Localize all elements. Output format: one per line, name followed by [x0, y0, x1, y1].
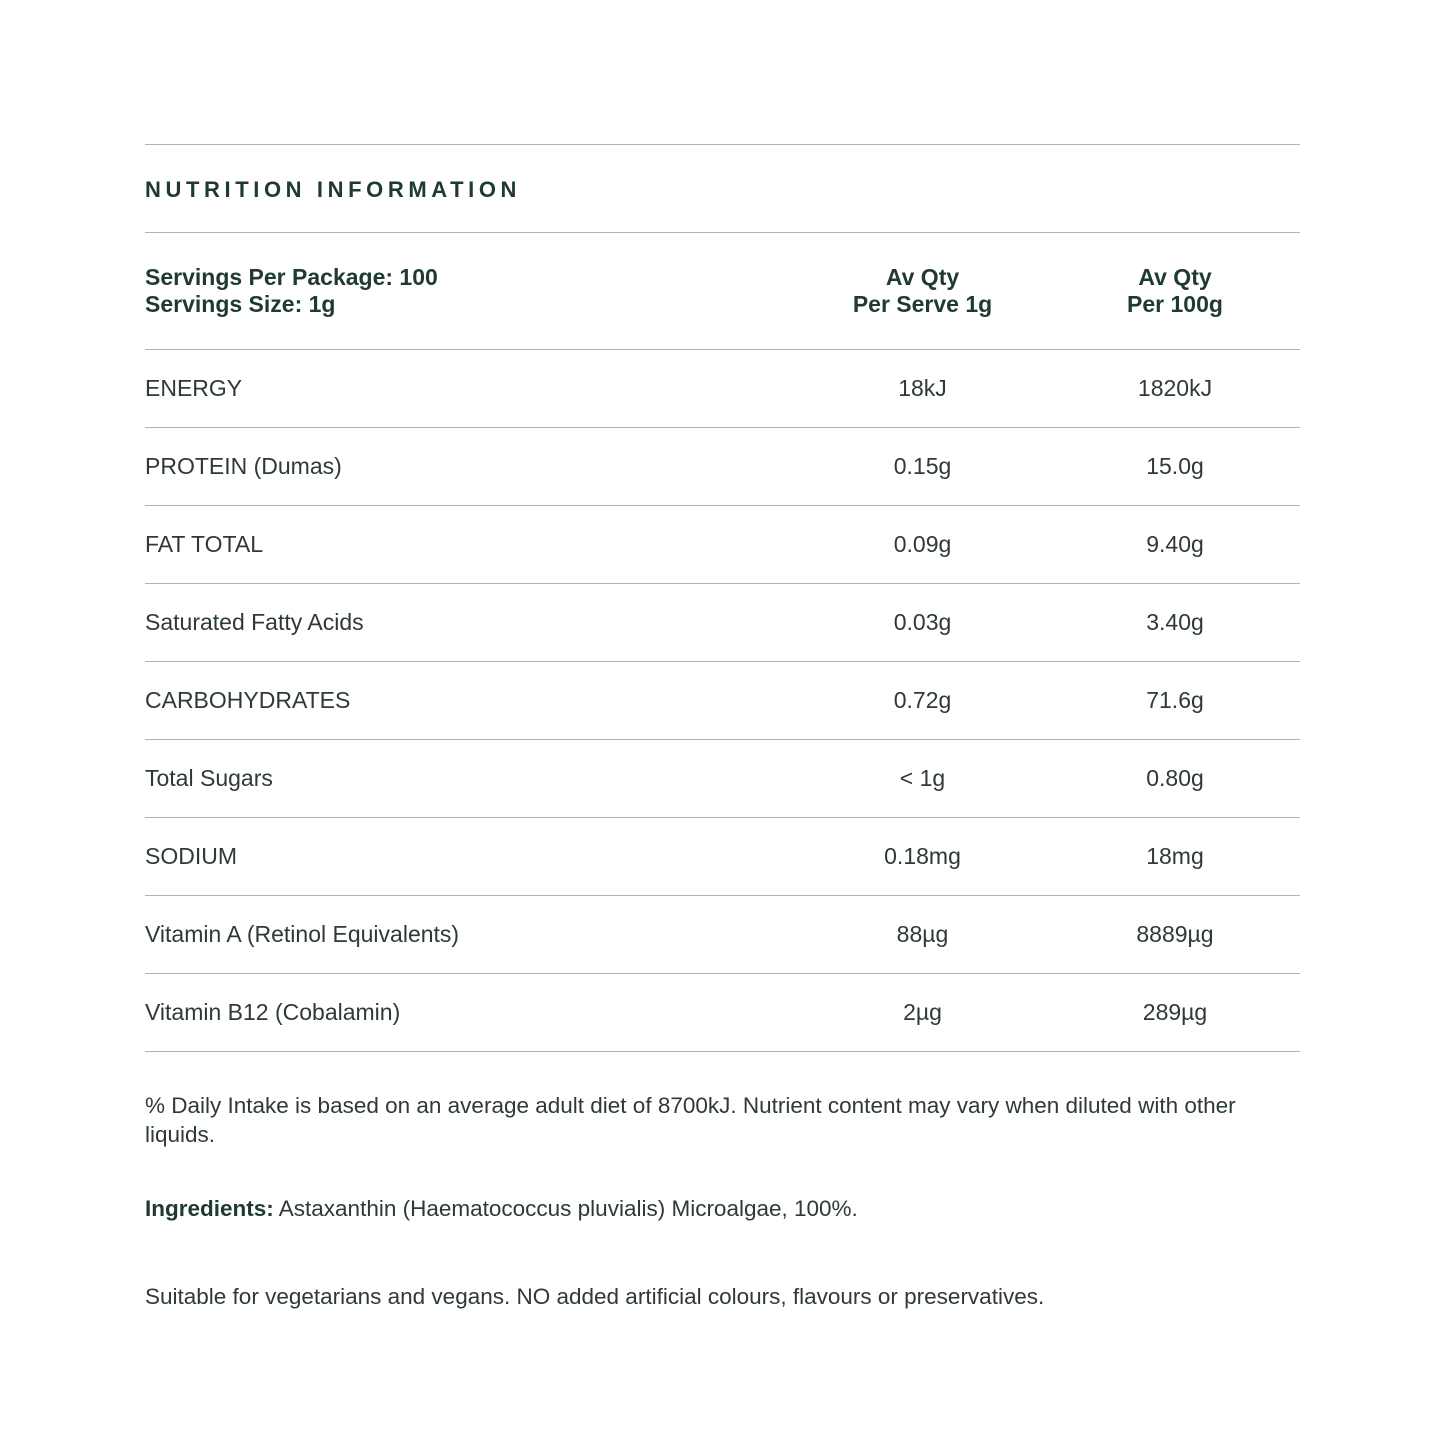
nutrient-label: Total Sugars	[145, 765, 273, 791]
per-100g-value: 0.80g	[1146, 765, 1204, 791]
nutrient-label: Vitamin B12 (Cobalamin)	[145, 999, 401, 1025]
per-serve-value: 18kJ	[898, 375, 947, 401]
nutrient-label: CARBOHYDRATES	[145, 687, 351, 713]
table-row	[145, 818, 1300, 895]
nutrient-label: Saturated Fatty Acids	[145, 609, 364, 635]
column-header-per-serve-line2: Per Serve 1g	[852, 291, 993, 317]
serving-size: Servings Size: 1g	[145, 291, 336, 317]
table-header	[145, 233, 1300, 349]
table-row	[145, 350, 1300, 427]
ingredients-note	[145, 1194, 1295, 1223]
table-row	[145, 506, 1300, 583]
ingredients-label: Ingredients:	[145, 1196, 274, 1221]
daily-intake-note: % Daily Intake is based on an average adult diet of 8700kJ. Nutrient content may vary when diluted with other liquids.	[145, 1093, 1236, 1147]
column-header-per-100g	[1050, 264, 1300, 318]
table-row	[145, 428, 1300, 505]
table-row	[145, 584, 1300, 661]
per-serve-value: 0.18mg	[884, 843, 961, 869]
per-serve-value: 0.15g	[893, 453, 952, 479]
nutrition-panel	[145, 144, 1300, 1052]
table-row	[145, 896, 1300, 973]
per-100g-value: 289µg	[1142, 999, 1208, 1025]
column-header-per-serve	[795, 264, 1050, 318]
per-serve-value: 88µg	[896, 921, 949, 947]
per-100g-value: 9.40g	[1146, 531, 1204, 557]
bottom-divider	[145, 1051, 1300, 1052]
title-row	[145, 145, 1300, 232]
per-serve-value: 0.03g	[893, 609, 952, 635]
nutrient-label: PROTEIN (Dumas)	[145, 453, 342, 479]
per-100g-value: 15.0g	[1146, 453, 1204, 479]
nutrition-rows	[145, 350, 1300, 1052]
column-header-per-100g-line2: Per 100g	[1127, 291, 1223, 317]
panel-title: NUTRITION INFORMATION	[145, 176, 522, 202]
nutrient-label: SODIUM	[145, 843, 237, 869]
per-serve-value: < 1g	[899, 765, 946, 791]
per-100g-value: 1820kJ	[1137, 375, 1213, 401]
suitability-note: Suitable for vegetarians and vegans. NO added artificial colours, flavours or preservatives.	[145, 1284, 1045, 1309]
per-serve-value: 2µg	[903, 999, 942, 1025]
per-100g-value: 3.40g	[1146, 609, 1204, 635]
nutrient-label: ENERGY	[145, 375, 243, 401]
column-header-per-100g-line1: Av Qty	[1138, 264, 1212, 290]
per-100g-value: 18mg	[1146, 843, 1204, 869]
column-header-per-serve-line1: Av Qty	[885, 264, 960, 290]
servings-info	[145, 264, 795, 318]
table-row	[145, 974, 1300, 1051]
nutrient-label: FAT TOTAL	[145, 531, 264, 557]
table-row	[145, 662, 1300, 739]
ingredients-text: Astaxanthin (Haematococcus pluvialis) Microalgae, 100%.	[273, 1196, 858, 1221]
table-row	[145, 740, 1300, 817]
per-serve-value: 0.72g	[893, 687, 952, 713]
per-100g-value: 71.6g	[1146, 687, 1204, 713]
per-serve-value: 0.09g	[893, 531, 952, 557]
servings-per-package: Servings Per Package: 100	[145, 264, 438, 290]
per-100g-value: 8889µg	[1136, 921, 1214, 947]
nutrient-label: Vitamin A (Retinol Equivalents)	[145, 921, 460, 947]
